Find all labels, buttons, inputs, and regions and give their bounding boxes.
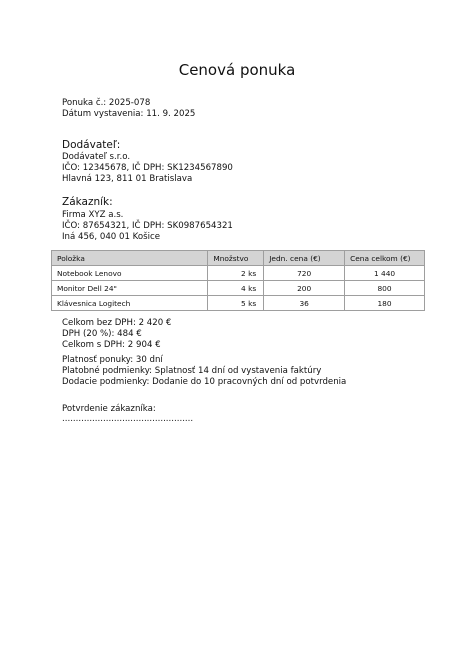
column-header-item: Položka <box>52 251 208 266</box>
item-unit-price: 720 <box>264 266 345 281</box>
customer-confirmation-label: Potvrdenie zákazníka: <box>62 404 156 414</box>
table-row <box>52 266 425 281</box>
document-title: Cenová ponuka <box>178 61 296 79</box>
column-header-unit-price: Jedn. cena (€) <box>264 251 345 266</box>
customer-ids: IČO: 87654321, IČ DPH: SK0987654321 <box>62 221 233 231</box>
signature-line: ................................................ <box>62 414 194 424</box>
total-net: Celkom bez DPH: 2 420 € <box>62 318 172 328</box>
item-total-price: 180 <box>345 296 425 311</box>
delivery-terms: Dodacie podmienky: Dodanie do 10 pracovných dní od potvrdenia <box>62 377 347 387</box>
supplier-name: Dodávateľ s.r.o. <box>62 152 131 162</box>
items-table <box>51 250 425 311</box>
customer-name: Firma XYZ a.s. <box>62 210 124 220</box>
item-name: Monitor Dell 24" <box>52 281 208 296</box>
payment-terms: Platobné podmienky: Splatnosť 14 dní od vystavenia faktúry <box>62 366 322 376</box>
item-quantity: 2 ks <box>208 266 264 281</box>
offer-number: Ponuka č.: 2025-078 <box>62 98 151 108</box>
item-name: Notebook Lenovo <box>52 266 208 281</box>
total-gross: Celkom s DPH: 2 904 € <box>62 340 161 350</box>
supplier-ids: IČO: 12345678, IČ DPH: SK1234567890 <box>62 163 233 173</box>
column-header-quantity: Množstvo <box>208 251 264 266</box>
item-unit-price: 36 <box>264 296 345 311</box>
issue-date: Dátum vystavenia: 11. 9. 2025 <box>62 109 196 119</box>
item-quantity: 5 ks <box>208 296 264 311</box>
customer-heading: Zákazník: <box>62 196 113 208</box>
supplier-address: Hlavná 123, 811 01 Bratislava <box>62 174 193 184</box>
table-header-row <box>52 251 425 266</box>
total-vat: DPH (20 %): 484 € <box>62 329 142 339</box>
supplier-heading: Dodávateľ: <box>62 139 121 151</box>
customer-address: Iná 456, 040 01 Košice <box>62 232 160 242</box>
item-total-price: 1 440 <box>345 266 425 281</box>
item-unit-price: 200 <box>264 281 345 296</box>
table-row <box>52 281 425 296</box>
item-name: Klávesnica Logitech <box>52 296 208 311</box>
table-row <box>52 296 425 311</box>
offer-validity: Platnosť ponuky: 30 dní <box>62 355 163 365</box>
column-header-total-price: Cena celkom (€) <box>345 251 425 266</box>
item-total-price: 800 <box>345 281 425 296</box>
item-quantity: 4 ks <box>208 281 264 296</box>
